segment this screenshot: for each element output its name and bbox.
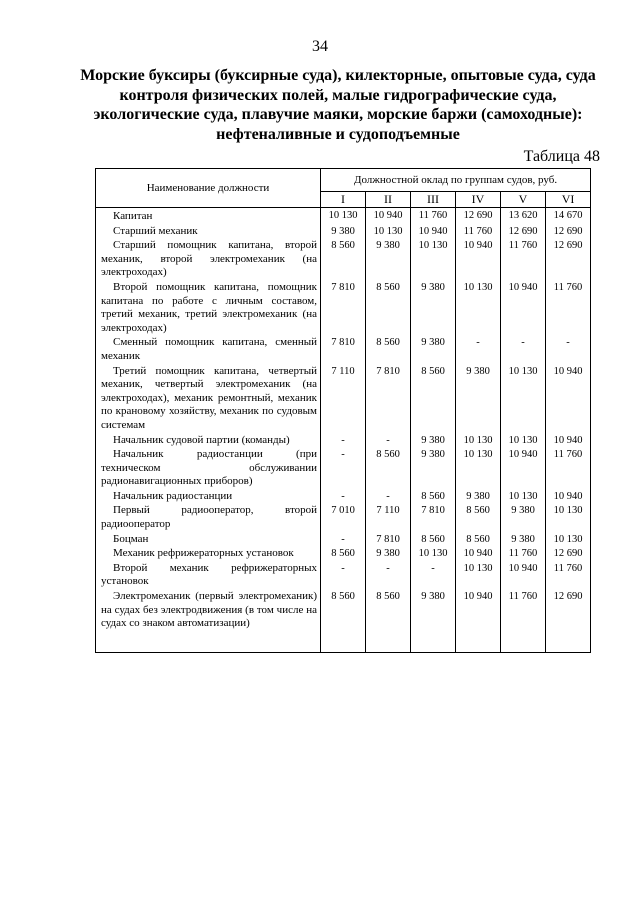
position-cell: [96, 281, 321, 336]
position-name: Первый радиооператор, второй радиооператор: [101, 504, 317, 531]
table-row: [96, 365, 591, 434]
position-cell: [96, 547, 321, 562]
salary-cell: 9 380: [411, 336, 456, 364]
document-title: Морские буксиры (буксирные суда), килекторные, опытовые суда, суда контроля физических полей, малые гидрографические суда, экологические суда, плавучие маяки, морские баржи (самоходные): нефтеналивные и судоподъемные: [80, 67, 596, 143]
salary-cell: 9 380: [411, 448, 456, 490]
salary-cell: 10 130: [456, 434, 501, 449]
salary-cell: 10 940: [546, 434, 591, 449]
salary-cell: 9 380: [501, 504, 546, 532]
salary-cell: 11 760: [501, 590, 546, 653]
position-name: Электромеханик (первый электромеханик) на судах без электродвижения (в том числе на судах со знаком автоматизации): [101, 590, 317, 630]
salary-cell: 11 760: [546, 281, 591, 336]
salary-cell: 11 760: [501, 547, 546, 562]
salary-cell: 8 560: [456, 504, 501, 532]
position-cell: [96, 365, 321, 434]
salary-cell: 10 130: [456, 448, 501, 490]
salary-cell: 10 130: [546, 533, 591, 548]
group-header: IV: [456, 192, 501, 208]
position-name: Боцман: [113, 532, 149, 545]
salary-cell: 10 940: [546, 365, 591, 434]
position-name: Начальник радиостанции (при техническом обслуживании радионавигационных приборов): [101, 448, 317, 488]
salary-cell: -: [366, 490, 411, 505]
page-number: 34: [312, 38, 328, 55]
salary-cell: 14 670: [546, 208, 591, 225]
salary-cell: 9 380: [411, 434, 456, 449]
salary-table: [95, 168, 591, 653]
salary-cell: -: [321, 448, 366, 490]
salary-cell: 9 380: [456, 490, 501, 505]
position-name: Второй помощник капитана, помощник капитана по работе с личным составом, третий механик, третий электромеханик (на электроходах): [101, 280, 317, 334]
salary-cell: 12 690: [546, 547, 591, 562]
salary-cell: 8 560: [321, 239, 366, 281]
salary-cell: 12 690: [546, 590, 591, 653]
salary-cell: 9 380: [501, 533, 546, 548]
position-name: Механик рефрижераторных установок: [113, 547, 294, 560]
group-header: V: [501, 192, 546, 208]
salary-cell: 7 810: [321, 281, 366, 336]
position-name: Сменный помощник капитана, сменный механик: [101, 336, 317, 362]
salary-cell: 9 380: [366, 547, 411, 562]
group-header: I: [321, 192, 366, 208]
salary-cell: 12 690: [546, 239, 591, 281]
salary-cell: 7 110: [321, 365, 366, 434]
salary-cell: 8 560: [366, 448, 411, 490]
group-header: VI: [546, 192, 591, 208]
salary-cell: 10 940: [456, 547, 501, 562]
salary-cell: -: [321, 434, 366, 449]
table-row: [96, 504, 591, 532]
salary-cell: 7 010: [321, 504, 366, 532]
salary-cell: 10 130: [501, 365, 546, 434]
salary-cell: 8 560: [366, 590, 411, 653]
table-row: [96, 490, 591, 505]
salary-cell: 9 380: [321, 225, 366, 240]
position-cell: [96, 239, 321, 281]
position-cell: [96, 448, 321, 490]
salary-cell: 7 810: [366, 533, 411, 548]
salary-cell: 11 760: [546, 562, 591, 590]
salary-cell: 10 940: [501, 448, 546, 490]
salary-cell: 10 940: [411, 225, 456, 240]
table-row: [96, 336, 591, 364]
salary-cell: 11 760: [411, 208, 456, 225]
salary-cell: 8 560: [321, 590, 366, 653]
table-row: [96, 239, 591, 281]
position-name: Второй механик рефрижераторных установок: [101, 561, 317, 588]
position-cell: [96, 208, 321, 225]
salary-cell: 7 810: [321, 336, 366, 364]
salary-cell: -: [456, 336, 501, 364]
position-name: Третий помощник капитана, четвертый механик, четвертый электромеханик (на электроходах), механик ремонтный, механик по крановому хозяйству, механик по судовым системам: [101, 364, 317, 431]
position-name: Старший механик: [113, 224, 198, 237]
salary-cell: 12 690: [546, 225, 591, 240]
salary-cell: 10 940: [456, 239, 501, 281]
salary-cell: 10 130: [501, 434, 546, 449]
table-body: [96, 208, 591, 653]
position-cell: [96, 562, 321, 590]
salary-cell: 10 940: [501, 281, 546, 336]
header-salary: Должностной оклад по группам судов, руб.: [321, 169, 591, 192]
position-cell: [96, 225, 321, 240]
position-cell: [96, 434, 321, 449]
salary-cell: -: [501, 336, 546, 364]
salary-cell: 11 760: [546, 448, 591, 490]
salary-cell: 8 560: [411, 490, 456, 505]
salary-cell: -: [366, 562, 411, 590]
salary-cell: 7 810: [366, 365, 411, 434]
salary-cell: 7 110: [366, 504, 411, 532]
position-name: Начальник судовой партии (команды): [113, 433, 290, 446]
position-name: Капитан: [113, 210, 153, 222]
salary-cell: 8 560: [411, 365, 456, 434]
salary-cell: 10 130: [321, 208, 366, 225]
salary-cell: 8 560: [366, 281, 411, 336]
position-cell: [96, 533, 321, 548]
salary-cell: 8 560: [366, 336, 411, 364]
salary-cell: -: [321, 533, 366, 548]
salary-cell: -: [321, 490, 366, 505]
header-position: Наименование должности: [96, 169, 321, 208]
table-label: Таблица 48: [523, 148, 600, 165]
table-header: [96, 169, 591, 208]
salary-cell: 9 380: [456, 365, 501, 434]
salary-cell: 10 940: [546, 490, 591, 505]
salary-cell: 10 130: [411, 239, 456, 281]
salary-cell: 10 130: [456, 281, 501, 336]
position-cell: [96, 504, 321, 532]
salary-cell: 12 690: [456, 208, 501, 225]
position-cell: [96, 490, 321, 505]
table-row: [96, 562, 591, 590]
salary-cell: 9 380: [411, 590, 456, 653]
salary-cell: 8 560: [456, 533, 501, 548]
salary-cell: 11 760: [501, 239, 546, 281]
salary-cell: 10 130: [546, 504, 591, 532]
salary-cell: 10 940: [456, 590, 501, 653]
table-row: [96, 590, 591, 653]
table-row: [96, 281, 591, 336]
position-cell: [96, 590, 321, 653]
position-name: Начальник радиостанции: [113, 489, 233, 502]
salary-cell: -: [321, 562, 366, 590]
table-row: [96, 547, 591, 562]
salary-cell: 10 130: [501, 490, 546, 505]
position-name: Старший помощник капитана, второй механик, второй электромеханик (на электроходах): [101, 239, 317, 279]
salary-cell: 8 560: [321, 547, 366, 562]
salary-cell: 12 690: [501, 225, 546, 240]
salary-cell: -: [546, 336, 591, 364]
salary-cell: -: [366, 434, 411, 449]
salary-cell: 10 940: [501, 562, 546, 590]
table-row: [96, 208, 591, 225]
salary-cell: -: [411, 562, 456, 590]
salary-cell: 10 130: [456, 562, 501, 590]
salary-cell: 8 560: [411, 533, 456, 548]
salary-cell: 11 760: [456, 225, 501, 240]
table-row: [96, 434, 591, 449]
table-row: [96, 448, 591, 490]
group-header: III: [411, 192, 456, 208]
position-cell: [96, 336, 321, 364]
salary-cell: 9 380: [366, 239, 411, 281]
salary-cell: 13 620: [501, 208, 546, 225]
salary-cell: 10 130: [411, 547, 456, 562]
group-header: II: [366, 192, 411, 208]
salary-cell: 10 130: [366, 225, 411, 240]
table-row: [96, 533, 591, 548]
table-row: [96, 225, 591, 240]
salary-cell: 9 380: [411, 281, 456, 336]
salary-cell: 7 810: [411, 504, 456, 532]
salary-cell: 10 940: [366, 208, 411, 225]
